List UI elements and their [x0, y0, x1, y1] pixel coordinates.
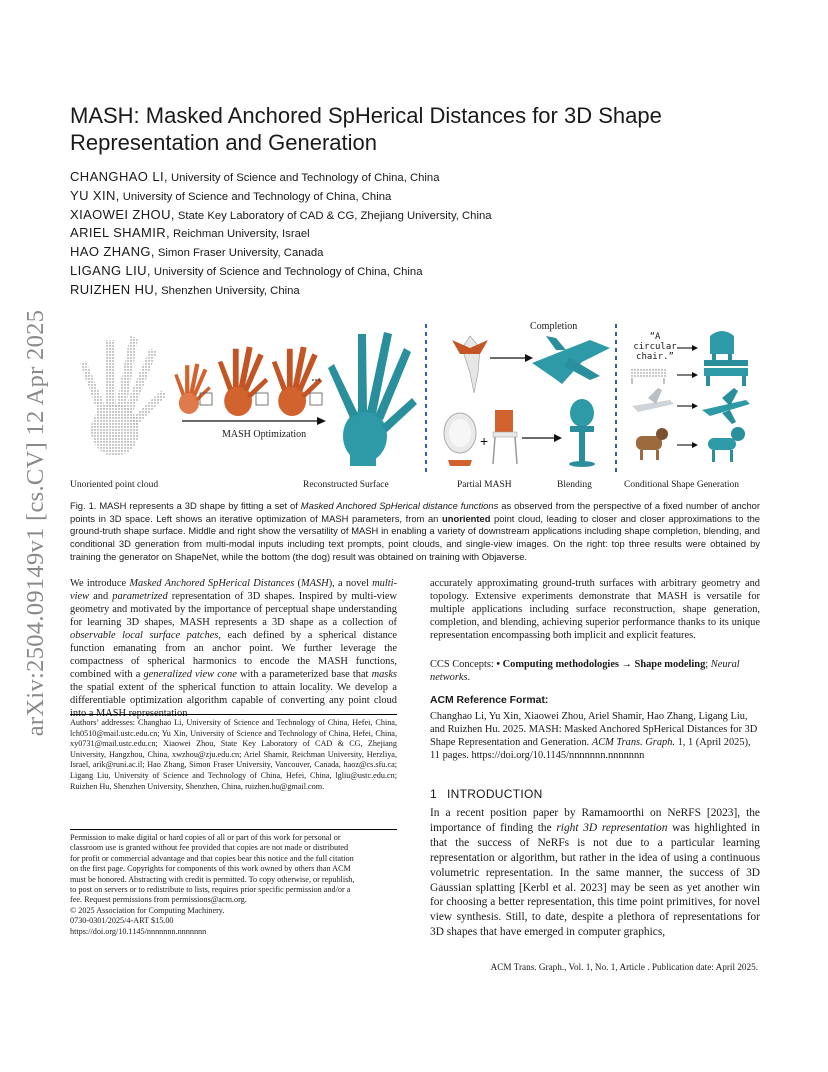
arxiv-identifier: arXiv:2504.09149v1 [cs.CV] 12 Apr 2025 — [22, 309, 49, 737]
teaser-figure — [70, 318, 760, 493]
abstract-text: ( — [294, 578, 301, 589]
permission-line: to post on servers or to redistribute to lists, requires prior specific permission and/or a — [70, 885, 351, 895]
abstract-emphasis: MASH — [300, 578, 329, 589]
ccs-primary: • Computing methodologies → Shape modeling — [496, 659, 706, 670]
acm-reference — [430, 710, 760, 762]
caption-text: point cloud, leading to closer and closer approximations to the ground-truth shape surface. Middle and right show the versatility of MASH in enabling a variety of downstream applications including shape completion, blending, and conditional 3D generation from multi-modal inputs including text prompts, point clouds, and single-view images. On the right: top three results were obtained by training the generator on ShapeNet, while the bottom (the dog) result was obtained on training with Objaverse. — [70, 512, 761, 562]
permission-line: must be honored. Abstracting with credit is permitted. To copy otherwise, or republish, — [70, 874, 355, 884]
paper-title: MASH: Masked Anchored SpHerical Distances for 3D Shape Representation and Generation — [70, 103, 662, 155]
arxiv-sidebar — [14, 285, 58, 761]
permission-line: © 2025 Association for Computing Machinery. — [70, 905, 225, 915]
author-affiliation: Simon Fraser University, Canada — [157, 247, 324, 260]
permission-line: Permission to make digital or hard copies of all or part of this work for personal or — [70, 833, 341, 842]
blended-chair — [569, 399, 595, 467]
abstract-text: , each defined by a spherical distance function emanating from an anchor point. We further leverage the compactness of spherical harmonics to encode the MASH functions, combined with a — [70, 630, 397, 681]
abstract-emphasis: generalized view cone — [143, 669, 237, 681]
abstract-text: ), a novel — [328, 578, 373, 589]
ccs-label: CCS Concepts: — [430, 659, 497, 670]
author-affiliation: University of Science and Technology of China, China — [170, 172, 440, 184]
section-number: 1 — [430, 787, 437, 801]
author-list — [70, 168, 770, 300]
author-affiliation: Shenzhen University, China — [161, 284, 300, 297]
conditional-inputs — [630, 368, 674, 460]
abstract-text: We introduce — [70, 578, 130, 589]
caption-label-conditional: Conditional Shape Generation — [624, 480, 740, 490]
authors-addresses: Authors’ addresses: Changhao Li, University of Science and Technology of China, Hefei, China, lch0510@mail.ustc.edu.cn; Yu Xin, University of Science and Technology of China, Hefei, China, xy0731@mail.ustc.edu.cn; Xiaowei Zhou, State Key Laboratory of CAD & CG, Zhejiang University, Hangzhou, China, xwzhou@zju.edu.cn; Ariel Shamir, Reichman University, Herzliya, Israel, arik@runi.ac.il; Hao Zhang, Simon Fraser University, Vancouver, Canada, haoz@cs.sfu.ca; Ligang Liu, University of Science and Technology of China, Hefei, China, lgliu@ustc.edu.cn; Ruizhen Hu, Shenzhen University, Shenzhen, China, ruizhen.hu@gmail.com. — [70, 714, 397, 792]
author-name: CHANGHAO LI — [70, 169, 164, 184]
permission-line: for profit or commercial advantage and that copies bear this notice and the full citation — [70, 853, 354, 863]
acm-reference-heading: ACM Reference Format: — [430, 695, 549, 706]
author-entry: RUIZHEN HU, Shenzhen University, China — [70, 281, 300, 297]
author-entry: CHANGHAO LI, University of Science and Technology of China, China — [70, 169, 440, 184]
caption-label-blending: Blending — [557, 480, 592, 490]
section-heading-introduction — [430, 787, 543, 801]
permission-line: classroom use is granted without fee provided that copies are not made or distributed — [70, 843, 349, 853]
abstract-left — [70, 577, 397, 721]
author-entry: ARIEL SHAMIR, Reichman University, Israel — [70, 225, 310, 241]
abstract-emphasis: parametrized — [112, 591, 168, 603]
caption-text: Fig. 1. MASH represents a 3D shape by fitting a set of — [70, 500, 301, 511]
caption-emphasis: Masked Anchored SpHerical distance functions — [300, 500, 499, 511]
ccs-concepts — [430, 658, 760, 684]
abstract-text: representation of 3D shapes. Inspired by multi-view geometry and motivated by the importance of perceptual shape understanding for learning 3D shapes, MASH represents a 3D shape as a collection of — [70, 591, 397, 629]
abstract-text: the spatial extent of the spherical function to attain locality. We develop a differentiable optimization algorithm capable of converting any point cloud into a MASH representation — [70, 682, 397, 720]
author-name: LIGANG LIU — [70, 262, 147, 278]
ccs-secondary: Neural networks — [430, 659, 740, 684]
section-title: INTRODUCTION — [446, 787, 543, 801]
author-affiliation: State Key Laboratory of CAD & CG, Zhejiang University, China — [177, 209, 492, 222]
mash-optimization-label: MASH Optimization — [222, 429, 307, 440]
author-affiliation: University of Science and Technology of China, China — [122, 190, 392, 203]
figure-caption — [70, 500, 760, 564]
acm-reference-journal: ACM Trans. Graph. — [591, 737, 676, 749]
point-cloud-hand — [80, 336, 166, 456]
acm-reference-text: 1, 1 (April 2025), 11 pages. https://doi.org/10.1145/nnnnnnn.nnnnnnn — [430, 737, 751, 762]
caption-label-partial: Partial MASH — [457, 480, 512, 490]
author-affiliation: Reichman University, Israel — [173, 228, 310, 241]
abstract-right: accurately approximating ground-truth surfaces with arbitrary geometry and topology. Extensive experiments demonstrate that MASH is versatile for multiple applications including surface reconstruction, shape generation, completion, and blending, achieving superior performance thanks to its unique representation encompassing both implicit and explicit features. — [430, 578, 760, 642]
author-name: XIAOWEI ZHOU — [70, 206, 171, 222]
reconstructed-hand — [328, 332, 417, 466]
acm-reference-text: Changhao Li, Yu Xin, Xiaowei Zhou, Ariel Shamir, Hao Zhang, Ligang Liu, and Ruizhen Hu. 2025. MASH: Masked Anchored SpHerical Distances for 3D Shape Representation and Generation. — [430, 711, 758, 749]
permission-line: on the first page. Copyrights for components of this work owned by others than ACM — [70, 864, 351, 874]
permission-line: https://doi.org/10.1145/nnnnnnn.nnnnnnn — [70, 926, 207, 936]
author-name: HAO ZHANG — [70, 244, 151, 260]
permission-notice — [70, 829, 397, 937]
author-entry: HAO ZHANG, Simon Fraser University, Canada — [70, 244, 324, 260]
abstract-emphasis: multi-view — [70, 578, 397, 603]
abstract-text: and — [89, 591, 113, 603]
abstract-text: with a parameterized base that — [236, 669, 372, 681]
introduction-body — [430, 806, 760, 940]
ccs-separator: ; — [705, 659, 711, 670]
text-prompt-bubble: “A circular chair.” — [633, 332, 677, 362]
caption-bold: unoriented — [442, 512, 491, 524]
mash-optimization-sequence — [174, 346, 326, 425]
intro-text: In a recent position paper by Ramamoorthi on NeRFS [2023], the importance of finding the — [430, 807, 760, 834]
completed-jet — [532, 336, 610, 384]
permission-line: 0730-0301/2025/4-ART $15.00 — [70, 916, 174, 926]
caption-text: as observed from the perspective of a fixed number of anchor points in 3D space. Left shows an iterative optimization of MASH parameters, from an — [70, 500, 760, 524]
intro-text: was highlighted in that the success of NeRFs is not due to a particular learning representation or algorithm, but rather in the idea of using a continuous volumetric representation. In the same manner, the success of 3D Gaussian splatting [Kerbl et al. 2023] may be seen as yet another win for choosing a better representation, this time point primitives, for novel view synthesis. Still, to date, despite a plethora of representations for 3D shapes that have emerged in computer graphics, — [430, 821, 761, 939]
abstract-emphasis: Masked Anchored SpHerical Distances — [129, 578, 295, 589]
author-entry: YU XIN, University of Science and Technology of China, China — [70, 187, 392, 203]
author-name: ARIEL SHAMIR — [70, 225, 167, 241]
intro-emphasis: right 3D representation — [556, 821, 668, 834]
permission-line: fee. Request permissions from permissions@acm.org. — [70, 895, 247, 905]
caption-label-reconstructed: Reconstructed Surface — [303, 480, 389, 490]
condition-arrows — [677, 345, 698, 448]
author-name: RUIZHEN HU — [70, 281, 155, 297]
svg-text:+: + — [480, 433, 489, 449]
author-entry: LIGANG LIU, University of Science and Technology of China, China — [70, 262, 423, 278]
running-footer: ACM Trans. Graph., Vol. 1, No. 1, Article . Publication date: April 2025. — [490, 962, 758, 972]
completion-label: Completion — [530, 321, 578, 332]
ccs-end: . — [467, 672, 471, 684]
blending-inputs — [444, 410, 562, 466]
author-name: YU XIN — [70, 187, 116, 203]
author-affiliation: University of Science and Technology of China, China — [153, 265, 423, 278]
partial-jet — [452, 336, 488, 393]
abstract-emphasis: masks — [371, 669, 397, 681]
caption-label-unoriented: Unoriented point cloud — [70, 480, 159, 490]
author-entry: XIAOWEI ZHOU, State Key Laboratory of CAD & CG, Zhejiang University, China — [70, 206, 492, 222]
abstract-emphasis: observable local surface patches — [70, 630, 219, 642]
generated-shapes — [702, 331, 750, 462]
